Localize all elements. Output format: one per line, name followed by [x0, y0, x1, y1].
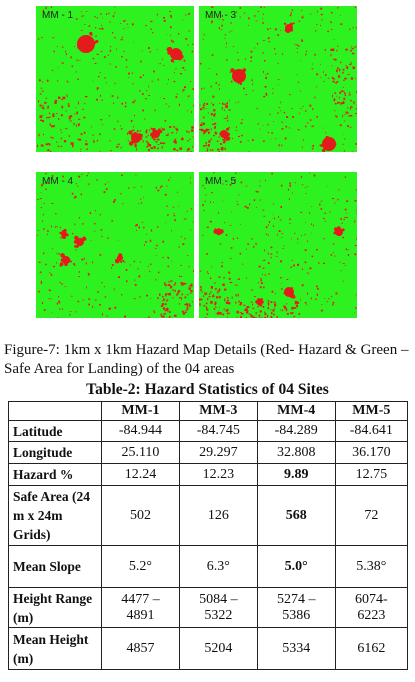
- cell-highlight: 9.89: [257, 464, 335, 486]
- hazard-map-mm3-image: [199, 6, 357, 152]
- table-title: Table-2: Hazard Statistics of 04 Sites: [86, 381, 329, 398]
- table-row: [9, 486, 408, 546]
- cell: 126: [179, 486, 257, 546]
- cell-highlight: 5.0°: [257, 546, 335, 588]
- table-row: [9, 421, 408, 442]
- hazard-map-mm4: [36, 172, 194, 318]
- cell: 5084 – 5322: [179, 588, 257, 628]
- cell: 25.110: [102, 442, 180, 464]
- cell: 12.24: [102, 464, 180, 486]
- row-label: Mean Slope: [9, 546, 102, 588]
- cell: 29.297: [179, 442, 257, 464]
- hazard-map-mm4-label: MM - 4: [42, 176, 74, 187]
- figure-caption: Figure-7: 1km x 1km Hazard Map Details (Red- Hazard & Green – Safe Area for Landing) of the 04 areas: [4, 342, 409, 377]
- cell: -84.641: [335, 421, 407, 442]
- cell: 36.170: [335, 442, 407, 464]
- hazard-map-mm5-label: MM - 5: [205, 176, 237, 187]
- table-row: [9, 546, 408, 588]
- hazard-map-mm4-image: [36, 172, 194, 318]
- cell: 5.2°: [102, 546, 180, 588]
- cell-highlight: 568: [257, 486, 335, 546]
- cell: 12.23: [179, 464, 257, 486]
- cell: 5274 – 5386: [257, 588, 335, 628]
- table-header-row: [9, 402, 408, 421]
- hazard-maps-figure: [36, 6, 376, 318]
- cell: -84.745: [179, 421, 257, 442]
- header-cell: MM-5: [335, 402, 407, 421]
- header-cell: MM-4: [257, 402, 335, 421]
- header-cell: MM-3: [179, 402, 257, 421]
- table-row: [9, 628, 408, 670]
- row-label: Hazard %: [9, 464, 102, 486]
- hazard-map-mm1: [36, 6, 194, 152]
- cell: 4857: [102, 628, 180, 670]
- row-label: Safe Area (24 m x 24m Grids): [9, 486, 102, 546]
- table-row: [9, 464, 408, 486]
- row-label: Height Range (m): [9, 588, 102, 628]
- hazard-map-mm5: [199, 172, 357, 318]
- hazard-map-mm3-label: MM - 3: [205, 10, 237, 21]
- cell: 32.808: [257, 442, 335, 464]
- cell: 6074- 6223: [335, 588, 407, 628]
- table-row: [9, 442, 408, 464]
- cell: 72: [335, 486, 407, 546]
- cell: -84.944: [102, 421, 180, 442]
- hazard-map-mm1-image: [36, 6, 194, 152]
- row-label: Mean Height (m): [9, 628, 102, 670]
- hazard-map-mm3: [199, 6, 357, 152]
- row-label: Longitude: [9, 442, 102, 464]
- cell: 502: [102, 486, 180, 546]
- table-row: [9, 588, 408, 628]
- header-cell: [9, 402, 102, 421]
- cell: 12.75: [335, 464, 407, 486]
- cell: -84.289: [257, 421, 335, 442]
- hazard-statistics-table: [8, 401, 408, 670]
- cell: 5.38°: [335, 546, 407, 588]
- cell: 6.3°: [179, 546, 257, 588]
- hazard-map-mm5-image: [199, 172, 357, 318]
- cell: 6162: [335, 628, 407, 670]
- row-label: Latitude: [9, 421, 102, 442]
- cell: 5334: [257, 628, 335, 670]
- hazard-map-mm1-label: MM - 1: [42, 10, 74, 21]
- cell: 4477 – 4891: [102, 588, 180, 628]
- header-cell: MM-1: [102, 402, 180, 421]
- cell: 5204: [179, 628, 257, 670]
